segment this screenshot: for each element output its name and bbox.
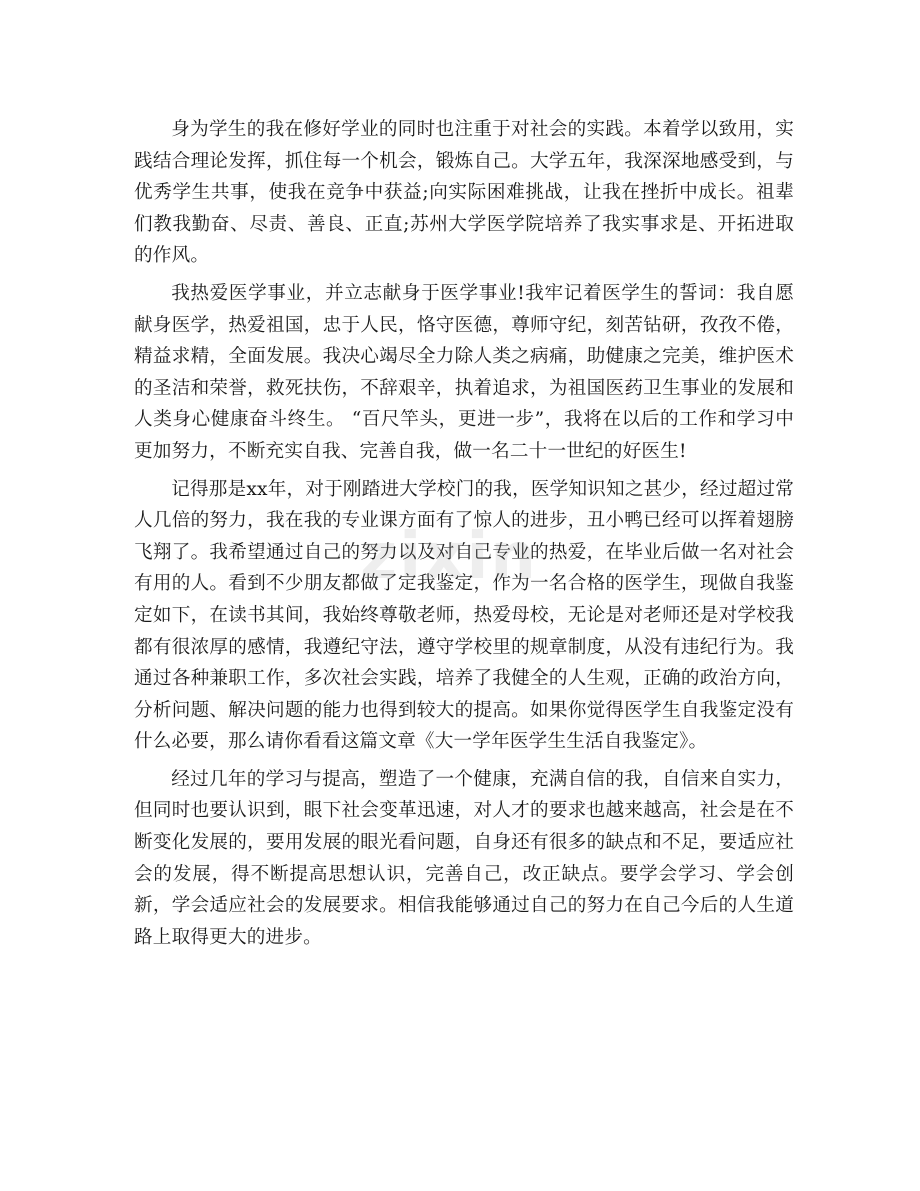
document-body xyxy=(134,114,794,959)
paragraph-2: 我热爱医学事业，并立志献身于医学事业!我牢记着医学生的誓词：我自愿献身医学，热爱祖国，忠于人民，恪守医德，尊师守纪，刻苦钻研，孜孜不倦，精益求精，全面发展。我决心竭尽全力除人类之病痛，助健康之完美，维护医术的圣洁和荣誉，救死扶伤，不辞艰辛，执着追求，为祖国医药卫生事业的发展和人类身心健康奋斗终生。 “百尺竿头，更进一步”，我将在以后的工作和学习中更加努力，不断充实自我、完善自我，做一名二十一世纪的好医生! xyxy=(134,282,794,462)
paragraph-3: 记得那是xx年，对于刚踏进大学校门的我，医学知识知之甚少，经过超过常人几倍的努力，我在我的专业课方面有了惊人的进步，丑小鸭已经可以挥着翅膀飞翔了。我希望通过自己的努力以及对自己专业的热爱，在毕业后做一名对社会有用的人。看到不少朋友都做了定我鉴定，作为一名合格的医学生，现做自我鉴定如下，在读书其间，我始终尊敬老师，热爱母校，无论是对老师还是对学校我都有很浓厚的感情，我遵纪守法，遵守学校里的规章制度，从没有违纪行为。我通过各种兼职工作，多次社会实践，培养了我健全的人生观，正确的政治方向，分析问题、解决问题的能力也得到较大的提高。如果你觉得医学生自我鉴定没有什么必要，那么请你看看这篇文章《大一学年医学生生活自我鉴定》。 xyxy=(134,478,794,753)
watermark-logo: zixin xyxy=(360,520,538,594)
paragraph-4: 经过几年的学习与提高，塑造了一个健康，充满自信的我，自信来自实力，但同时也要认识到，眼下社会变革迅速，对人才的要求也越来越高，社会是在不断变化发展的，要用发展的眼光看问题，自身还有很多的缺点和不足，要适应社会的发展，得不断提高思想认识，完善自己，改正缺点。要学会学习、学会创新，学会适应社会的发展要求。相信我能够通过自己的努力在自己今后的人生道路上取得更大的进步。 xyxy=(134,768,794,948)
paragraph-1: 身为学生的我在修好学业的同时也注重于对社会的实践。本着学以致用，实践结合理论发挥，抓住每一个机会，锻炼自己。大学五年，我深深地感受到，与优秀学生共事，使我在竞争中获益;向实际困难挑战，让我在挫折中成长。祖辈们教我勤奋、尽责、善良、正直;苏州大学医学院培养了我实事求是、开拓进取的作风。 xyxy=(134,119,794,267)
